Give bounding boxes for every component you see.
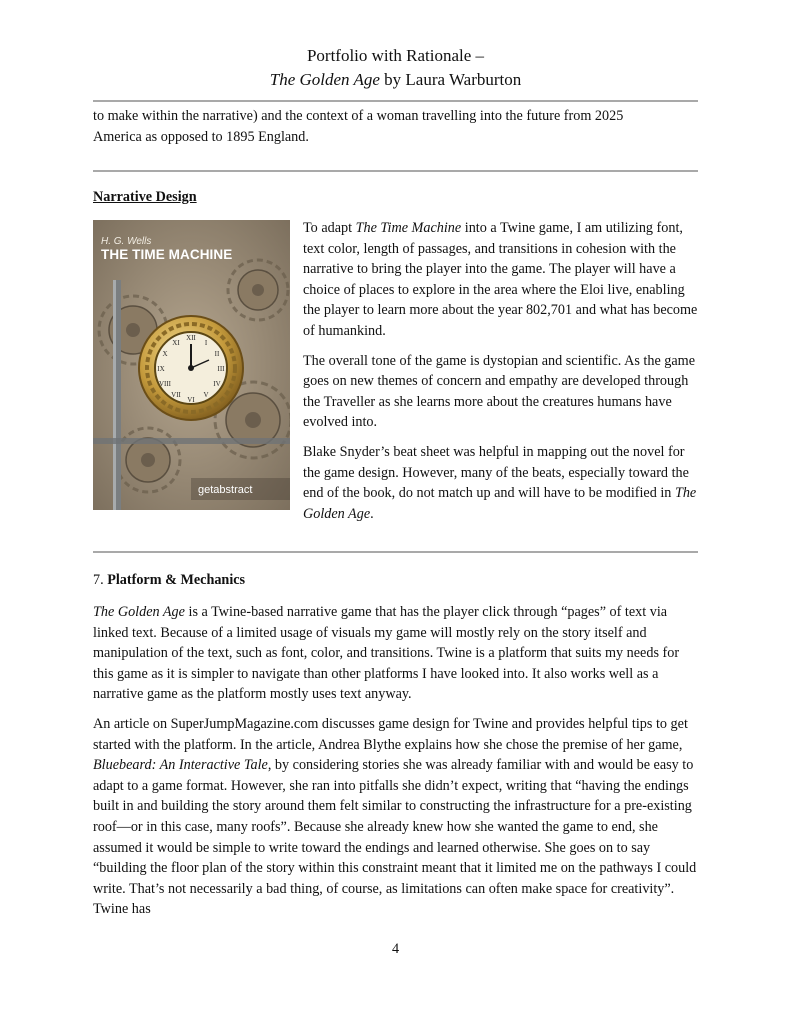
svg-text:VII: VII <box>171 391 181 399</box>
intro-line-1: to make within the narrative) and the context of a woman travelling into the future from 2025 <box>93 108 624 124</box>
cover-title: THE TIME MACHINE <box>101 247 233 262</box>
narrative-paragraph-2: The overall tone of the game is dystopian and scientific. As the game goes on new themes of concern and empathy are developed through the Traveller as she learns more about the creatures humans have evolved into. <box>303 352 696 431</box>
intro-line-2: America as opposed to 1895 England. <box>93 128 309 145</box>
platform-p2-text-a: An article on SuperJumpMagazine.com discusses game design for Twine and provides helpful tips to get started with the platform. In the article, Andrea Blythe explains how she chose the premise of her game, <box>93 715 688 753</box>
platform-p1-title: The Golden Age <box>93 604 185 620</box>
header-line-1: Portfolio with Rationale – <box>306 46 485 65</box>
narrative-p3-text-c: . <box>370 505 374 522</box>
svg-text:V: V <box>203 391 209 399</box>
narrative-paragraph-3 <box>303 442 698 524</box>
platform-paragraph-1 <box>93 602 698 705</box>
cover-brand-logo: getabstract <box>198 484 253 496</box>
narrative-design-text <box>303 218 698 524</box>
svg-text:VI: VI <box>187 396 195 404</box>
narrative-p1-text-a: To adapt <box>303 220 356 236</box>
intro-paragraph <box>93 106 698 147</box>
svg-text:XII: XII <box>186 334 196 342</box>
svg-text:III: III <box>217 365 225 373</box>
svg-text:I: I <box>204 339 208 347</box>
divider-top <box>93 100 698 102</box>
platform-heading <box>93 572 245 589</box>
svg-text:XI: XI <box>172 339 180 347</box>
platform-text <box>93 602 698 920</box>
cover-art <box>93 220 290 510</box>
svg-text:IV: IV <box>213 380 221 388</box>
narrative-design-heading: Narrative Design <box>93 189 197 205</box>
divider-2 <box>93 170 698 172</box>
platform-p2-title: Bluebeard: An Interactive Tale <box>93 757 268 774</box>
section-number: 7. <box>93 572 108 588</box>
header-title-italic: The Golden Age <box>269 70 380 89</box>
header-title-rest: by Laura Warburton <box>379 70 522 89</box>
book-cover-image <box>93 220 290 510</box>
section-title: Platform & Mechanics <box>107 572 246 588</box>
svg-text:VIII: VIII <box>158 380 172 388</box>
platform-p2-text-c: , by considering stories she was already familiar with and would be easy to adapt to a game format. However, she ran into pitfalls she didn’t expect, writing that “having the endings built in and building the story around them felt similar to constructing the infrastructure for a pre-existing roof—or in this case, many roofs”. Because she already knew how she wanted the game to end, she assumed it would be simple to write toward the endings and learned otherwise. She goes on to say “building the floor plan of the story within this constraint meant that it limited me on the pathways I could write. That’s not necessarily a bad thing, of course, as limitations can often make space for creativity”. Twine has <box>93 757 697 918</box>
svg-text:IX: IX <box>157 365 165 373</box>
narrative-p3-text-a: Blake Snyder’s beat sheet was helpful in mapping out the novel for the game design. However, many of the beats, especially toward the end of the book, do not match up and will have to be modified in <box>303 443 689 502</box>
platform-paragraph-2 <box>93 714 698 920</box>
narrative-p1-text-c: into a Twine game, I am utilizing font, text color, length of passages, and transitions in cohesion with the narrative to bring the player into the game. The player will have a choice of places to explore in the area where the Eloi live, enabling the player to learn more about the year 802,701 and what has become of humankind. <box>303 220 698 339</box>
narrative-p3-title: The Golden Age <box>303 485 697 522</box>
cover-author: H. G. Wells <box>101 236 152 247</box>
page-header <box>0 44 791 92</box>
svg-text:II: II <box>214 350 220 358</box>
narrative-p1-title: The Time Machine <box>355 220 462 236</box>
header-line-2 <box>0 68 791 92</box>
divider-3 <box>93 551 698 553</box>
narrative-paragraph-1 <box>303 218 698 342</box>
page-number: 4 <box>391 941 400 957</box>
platform-p1-text: is a Twine-based narrative game that has the player click through “pages” of text via linked text. Because of a limited usage of visuals my game will mostly rely on the story itself and manipulation of the text, such as font, color, and transitions. Twine is a platform that suits my needs for this game as it is simpler to navigate than other platforms I have looked into. It also works well as a narrative game as the platform mostly uses text anyway. <box>93 604 680 703</box>
svg-text:X: X <box>162 350 168 358</box>
